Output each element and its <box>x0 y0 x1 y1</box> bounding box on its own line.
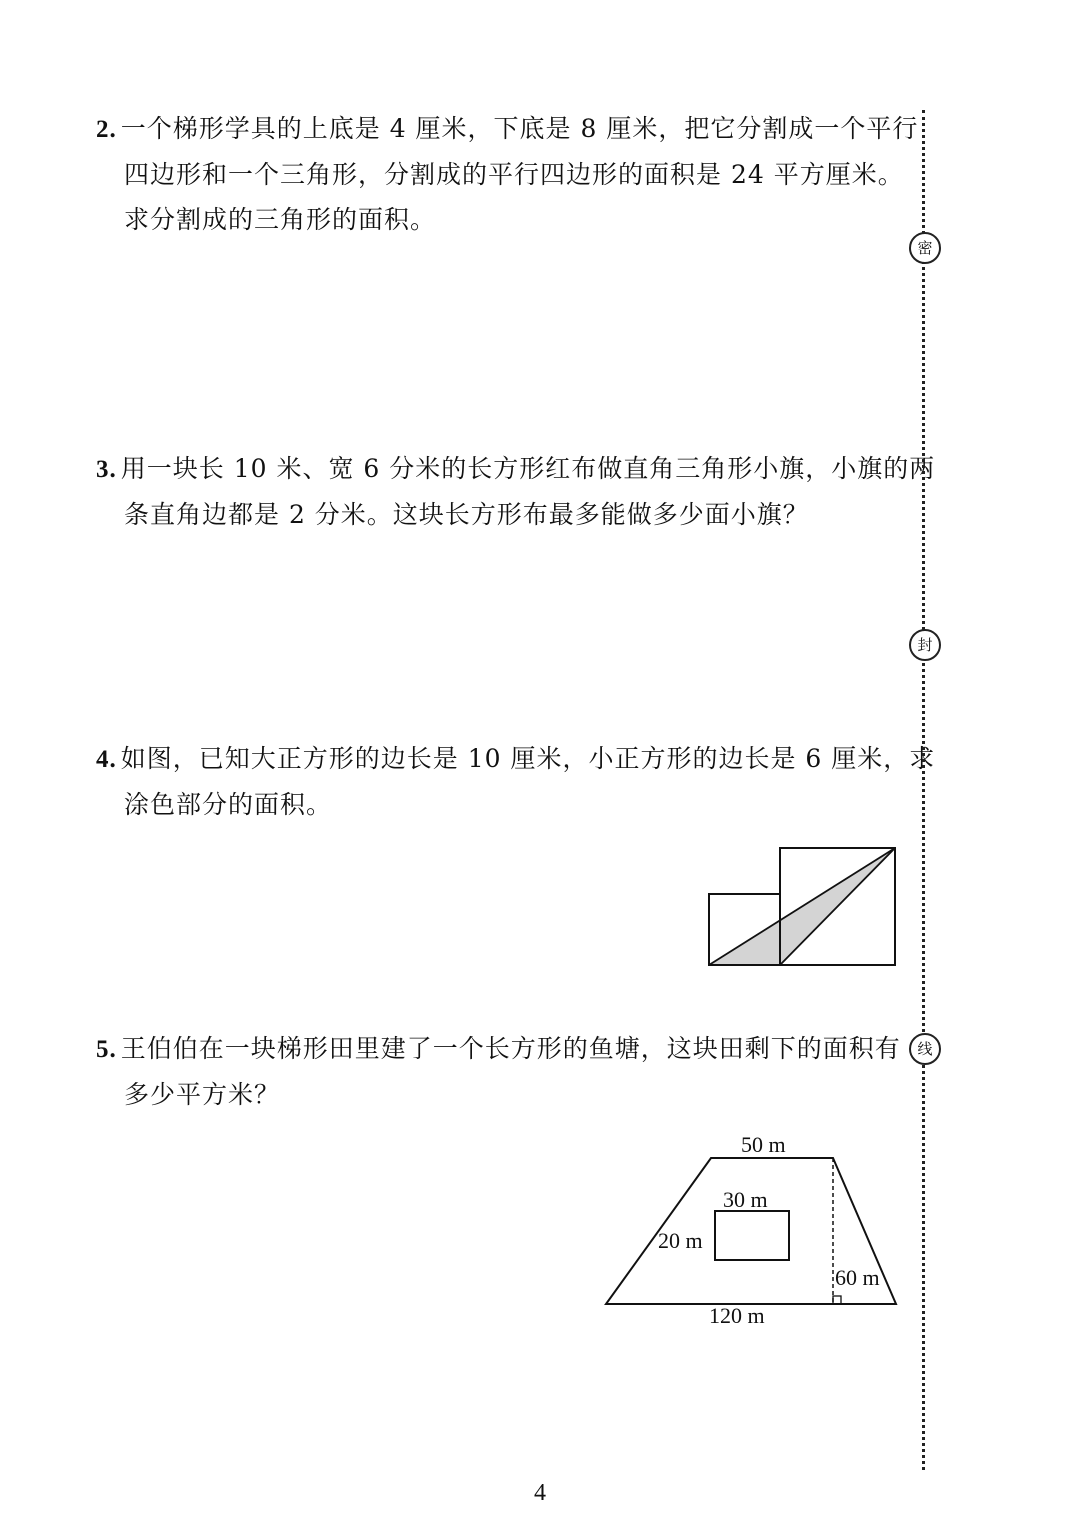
trapezoid-field-figure <box>596 1128 906 1333</box>
problem-text: 求分割成的三角形的面积。 <box>124 205 437 234</box>
bottom-base-label: 120 m <box>709 1303 765 1328</box>
squares-figure <box>700 840 905 970</box>
problem-text: 涂色部分的面积。 <box>124 790 333 819</box>
problem-3 <box>96 446 936 537</box>
top-base-label: 50 m <box>741 1132 786 1157</box>
problem-text: 用一块长 10 米、宽 6 分米的长方形红布做直角三角形小旗，小旗的两 <box>120 454 936 483</box>
pond-width-label: 30 m <box>723 1187 768 1212</box>
problem-number: 5. <box>96 1036 117 1063</box>
problem-2 <box>96 106 919 242</box>
page-number: 4 <box>534 1480 546 1506</box>
height-label: 60 m <box>835 1265 880 1290</box>
problem-4 <box>96 736 936 827</box>
problem-text: 王伯伯在一块梯形田里建了一个长方形的鱼塘，这块田剩下的面积有 <box>120 1034 901 1063</box>
right-angle-mark <box>833 1296 841 1304</box>
problem-text: 四边形和一个三角形，分割成的平行四边形的面积是 24 平方厘米。 <box>124 160 904 189</box>
pond-height-label: 20 m <box>658 1228 703 1253</box>
problem-text: 条直角边都是 2 分米。这块长方形布最多能做多少面小旗？ <box>124 500 809 529</box>
problem-text: 一个梯形学具的上底是 4 厘米，下底是 8 厘米，把它分割成一个平行 <box>120 114 919 143</box>
diagonal-line <box>780 848 895 965</box>
problem-text: 如图，已知大正方形的边长是 10 厘米，小正方形的边长是 6 厘米，求 <box>120 744 936 773</box>
seal-char-xian: 线 <box>909 1033 941 1065</box>
binding-dotted-line <box>922 110 925 1470</box>
problem-text: 多少平方米？ <box>124 1080 281 1109</box>
seal-char-mi: 密 <box>909 232 941 264</box>
problem-number: 3. <box>96 456 117 483</box>
problem-5 <box>96 1026 906 1117</box>
problem-number: 4. <box>96 746 117 773</box>
problem-number: 2. <box>96 116 117 143</box>
fish-pond <box>715 1211 789 1260</box>
diagonal-line <box>709 848 895 965</box>
seal-char-feng: 封 <box>909 629 941 661</box>
